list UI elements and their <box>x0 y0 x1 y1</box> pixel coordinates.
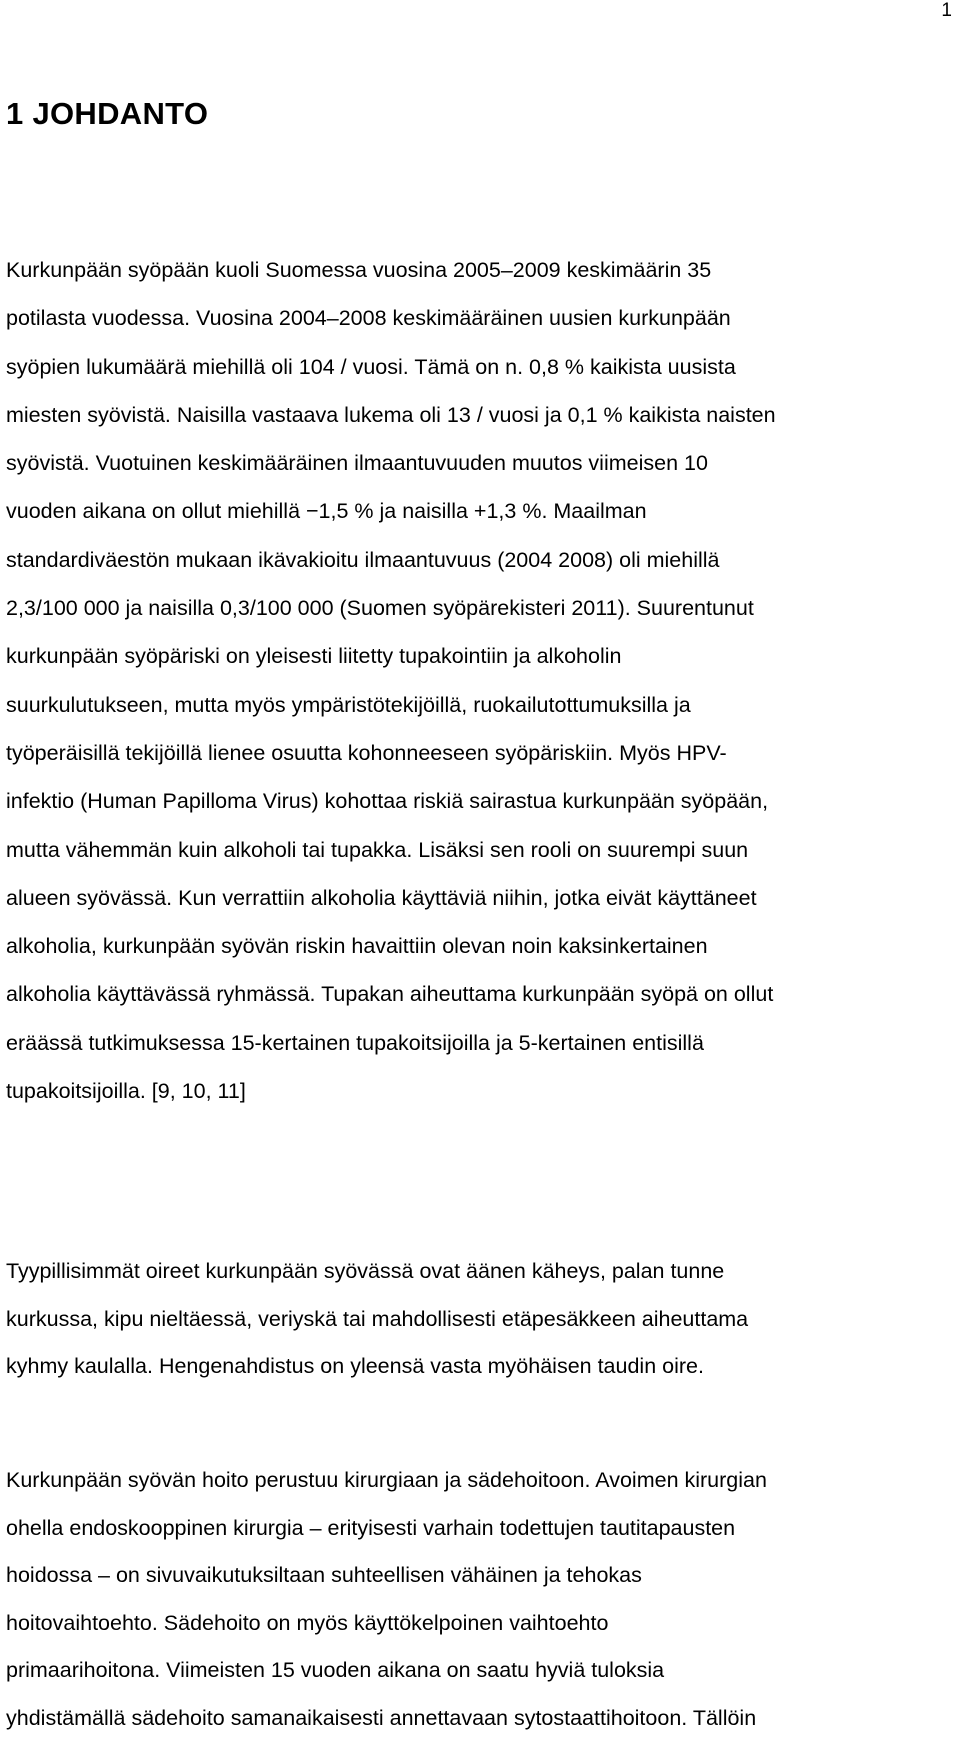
paragraph-symptoms <box>6 1248 926 1391</box>
text-line: eräässä tutkimuksessa 15-kertainen tupakoitsijoilla ja 5-kertainen entisillä <box>6 1030 704 1055</box>
text-line: primaarihoitona. Viimeisten 15 vuoden aikana on saatu hyviä tuloksia <box>6 1658 665 1682</box>
text-line: Tyypillisimmät oireet kurkunpään syövässä ovat äänen käheys, palan tunne <box>6 1259 725 1283</box>
text-line: standardiväestön mukaan ikävakioitu ilmaantuvuus (2004 2008) oli miehillä <box>6 547 720 572</box>
text-line: suurkulutukseen, mutta myös ympäristötekijöillä, ruokailutottumuksilla ja <box>6 692 691 717</box>
text-line: kurkunpään syöpäriski on yleisesti liitetty tupakointiin ja alkoholin <box>6 644 622 669</box>
text-line: työperäisillä tekijöillä lienee osuutta kohonneeseen syöpäriskiin. Myös HPV- <box>6 740 727 765</box>
text-line: potilasta vuodessa. Vuosina 2004–2008 keskimääräinen uusien kurkunpään <box>6 306 731 331</box>
text-line: kyhmy kaulalla. Hengenahdistus on yleensä vasta myöhäisen taudin oire. <box>6 1354 704 1378</box>
text-line: tupakoitsijoilla. [9, 10, 11] <box>6 1079 246 1104</box>
text-line: alueen syövässä. Kun verrattiin alkoholia käyttäviä niihin, jotka eivät käyttäneet <box>6 885 757 910</box>
text-line: hoitovaihtoehto. Sädehoito on myös käyttökelpoinen vaihtoehto <box>6 1610 609 1635</box>
text-line: Kurkunpään syövän hoito perustuu kirurgiaan ja sädehoitoon. Avoimen kirurgian <box>6 1468 767 1492</box>
text-line: hoidossa – on sivuvaikutuksiltaan suhteellisen vähäinen ja tehokas <box>6 1563 642 1587</box>
text-line: ohella endoskooppinen kirurgia – erityisesti varhain todettujen tautitapausten <box>6 1515 736 1540</box>
text-line: miesten syövistä. Naisilla vastaava lukema oli 13 / vuosi ja 0,1 % kaikista naisten <box>6 402 776 427</box>
paragraph-treatment <box>6 1457 926 1742</box>
text-line: alkoholia, kurkunpään syövän riskin havaittiin olevan noin kaksinkertainen <box>6 934 708 959</box>
text-line: syövistä. Vuotuinen keskimääräinen ilmaantuvuuden muutos viimeisen 10 <box>6 451 708 476</box>
text-line: mutta vähemmän kuin alkoholi tai tupakka. Lisäksi sen rooli on suurempi suun <box>6 837 749 862</box>
text-line: alkoholia käyttävässä ryhmässä. Tupakan aiheuttama kurkunpään syöpä on ollut <box>6 982 774 1007</box>
text-line: infektio (Human Papilloma Virus) kohottaa riskiä sairastua kurkunpään syöpään, <box>6 789 769 814</box>
page-number: 1 <box>941 0 952 21</box>
text-line: 2,3/100 000 ja naisilla 0,3/100 000 (Suomen syöpärekisteri 2011). Suurentunut <box>6 596 754 621</box>
chapter-heading: 1 JOHDANTO <box>6 96 209 131</box>
text-line: syöpien lukumäärä miehillä oli 104 / vuosi. Tämä on n. 0,8 % kaikista uusista <box>6 354 736 379</box>
text-line: vuoden aikana on ollut miehillä −1,5 % ja naisilla +1,3 %. Maailman <box>6 499 647 524</box>
paragraph-incidence <box>6 246 926 1115</box>
text-line: yhdistämällä sädehoito samanaikaisesti annettavaan sytostaattihoitoon. Tällöin <box>6 1705 757 1730</box>
text-line: Kurkunpään syöpään kuoli Suomessa vuosina 2005–2009 keskimäärin 35 <box>6 258 712 282</box>
text-line: kurkussa, kipu nieltäessä, veriyskä tai mahdollisesti etäpesäkkeen aiheuttama <box>6 1306 749 1331</box>
